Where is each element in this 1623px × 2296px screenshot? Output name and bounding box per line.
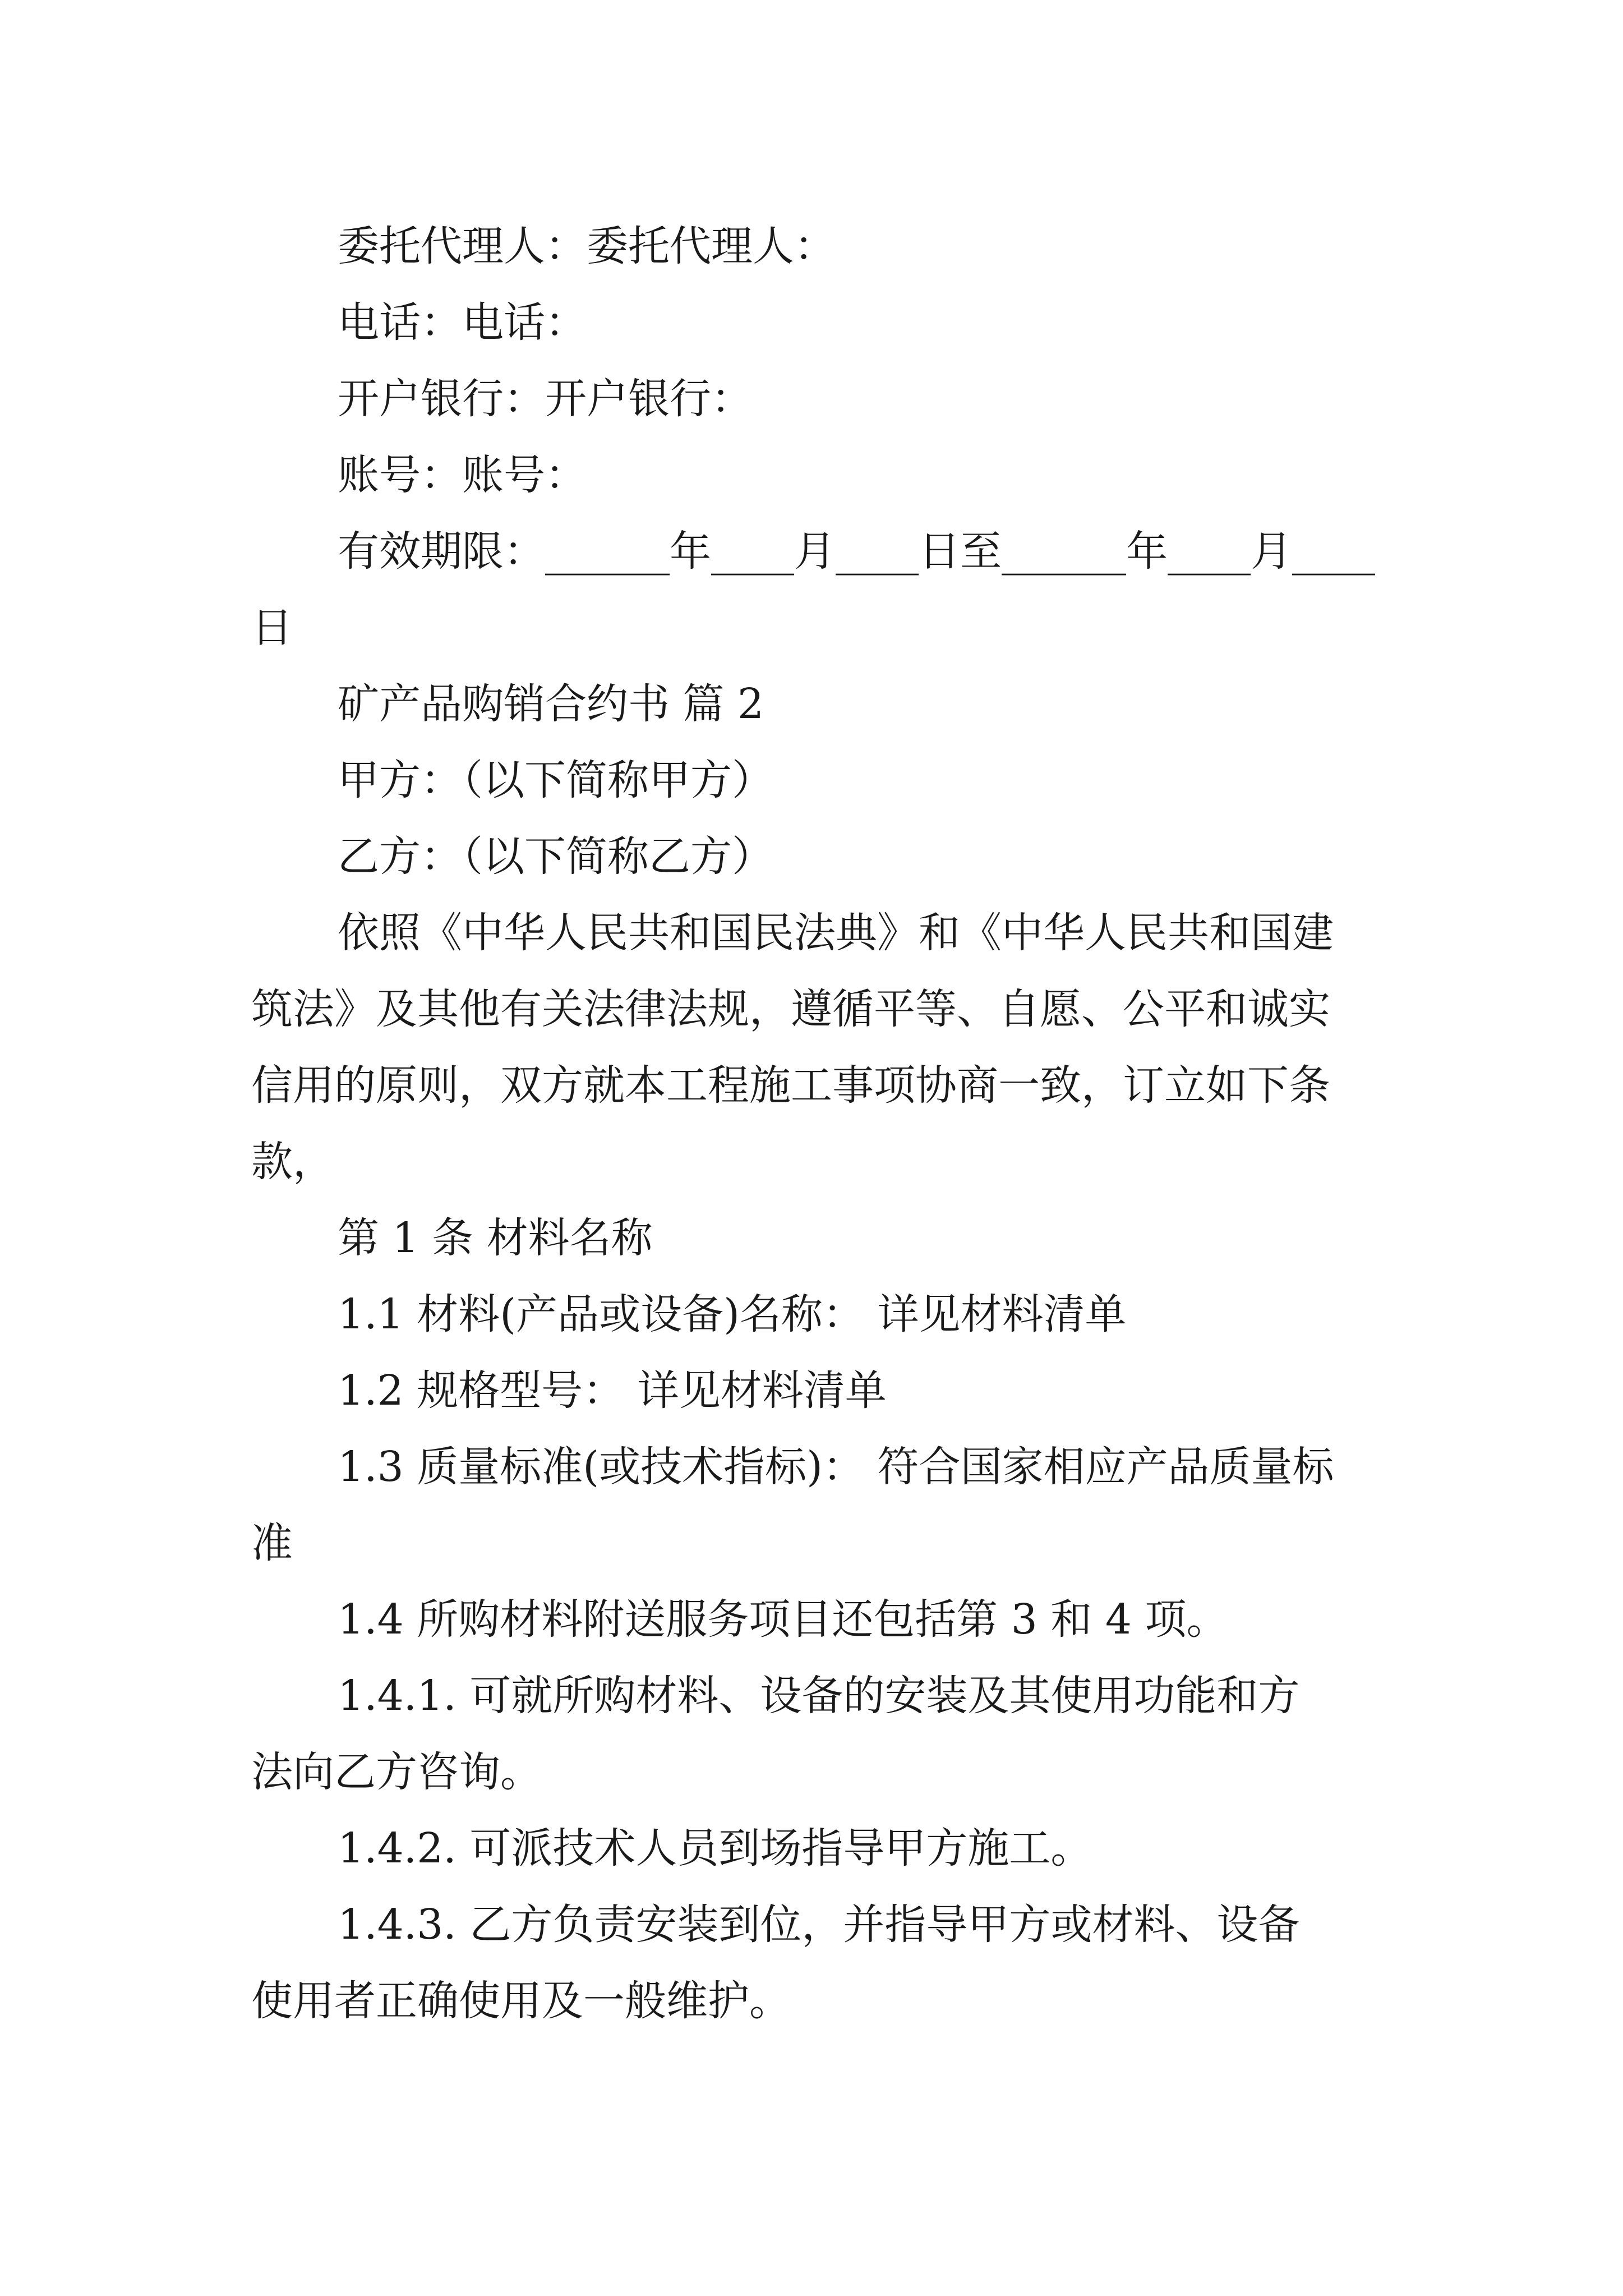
text-line: 款， <box>251 1138 334 1186</box>
text-line: 筑法》及其他有关法律法规，遵循平等、自愿、公平和诚实 <box>251 985 1330 1033</box>
text-line: 依照《中华人民共和国民法典》和《中华人民共和国建 <box>338 909 1334 957</box>
text-line: 1.4 所购材料附送服务项目还包括第 3 和 4 项。 <box>338 1595 1228 1644</box>
text-line: 1.2 规格型号： 详见材料清单 <box>338 1366 887 1415</box>
text-line: 1.3 质量标准(或技术指标)： 符合国家相应产品质量标 <box>338 1443 1334 1491</box>
text-line: 乙方：（以下简称乙方） <box>338 832 773 881</box>
text-line: 准 <box>251 1519 293 1567</box>
section-heading: 矿产品购销合约书 篇 2 <box>338 680 764 728</box>
text-line: 1.1 材料(产品或设备)名称： 详见材料清单 <box>338 1290 1127 1338</box>
text-line: 1.4.2. 可派技术人员到场指导甲方施工。 <box>338 1824 1092 1872</box>
text-line: 电话：电话： <box>338 298 587 347</box>
text-line: 账号：账号： <box>338 451 587 499</box>
text-line: 信用的原则，双方就本工程施工事项协商一致，订立如下条 <box>251 1061 1330 1110</box>
text-line: 有效期限：______年____月____日至______年____月____ <box>338 527 1375 576</box>
text-line: 日 <box>251 604 293 652</box>
text-line: 委托代理人：委托代理人： <box>338 222 836 270</box>
text-line: 1.4.3. 乙方负责安装到位，并指导甲方或材料、设备 <box>338 1901 1300 1949</box>
text-line: 1.4.1. 可就所购材料、设备的安装及其使用功能和方 <box>338 1672 1300 1720</box>
text-line: 法向乙方咨询。 <box>251 1748 542 1796</box>
text-line: 使用者正确使用及一般维护。 <box>251 1977 791 2025</box>
text-line: 开户银行：开户银行： <box>338 375 753 423</box>
section-heading: 第 1 条 材料名称 <box>338 1214 653 1262</box>
text-line: 甲方：（以下简称甲方） <box>338 756 773 804</box>
